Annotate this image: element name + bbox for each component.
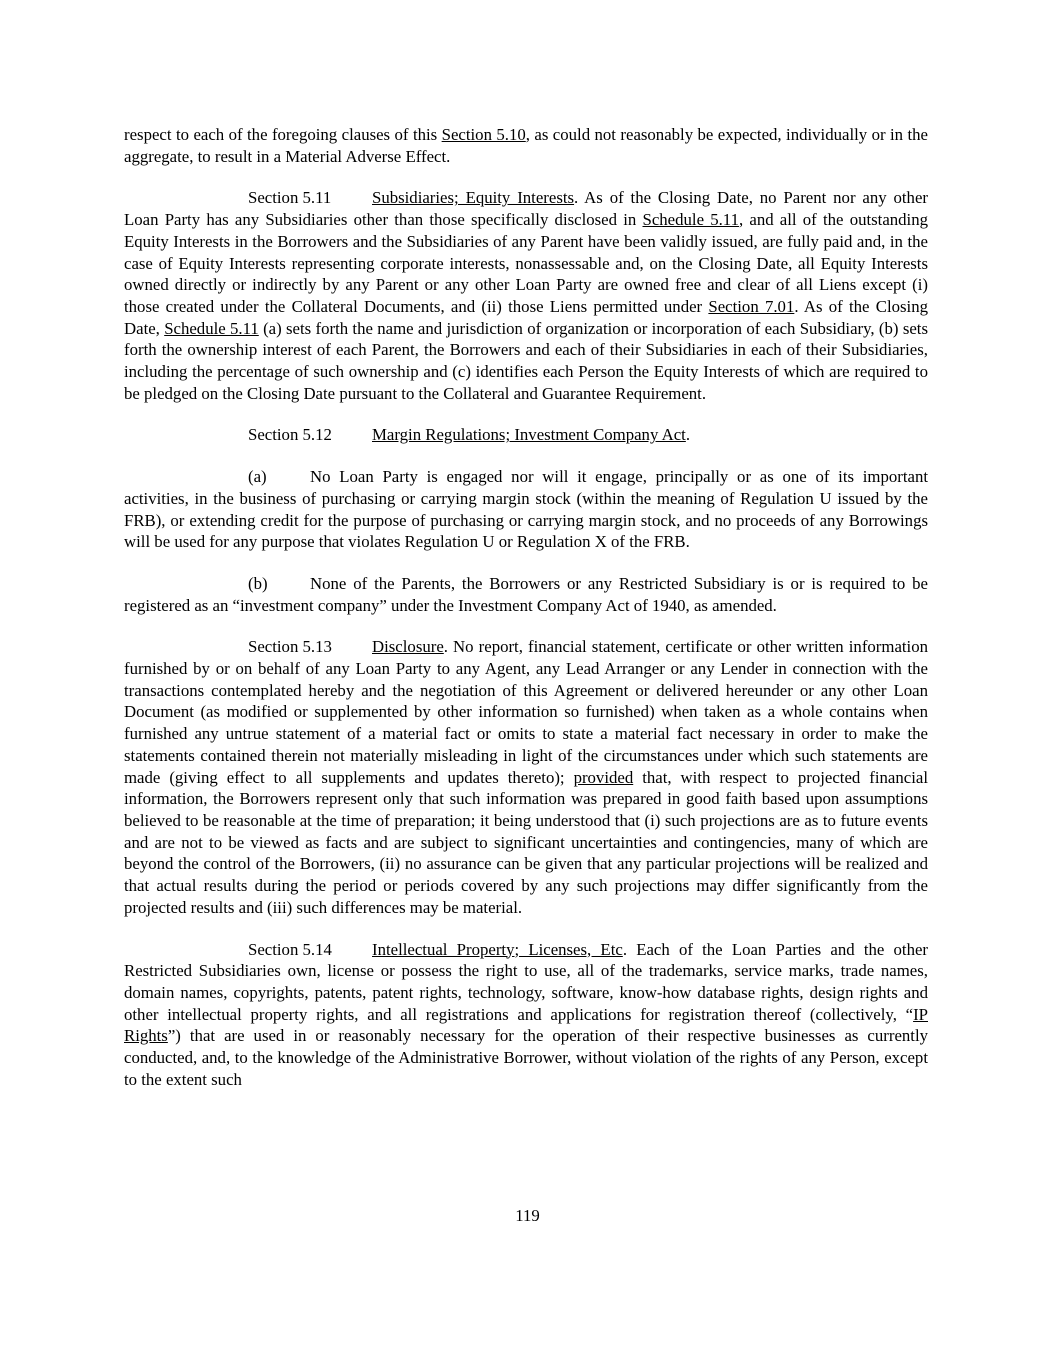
- schedule-reference: Schedule 5.11: [164, 318, 259, 338]
- section-title: Subsidiaries; Equity Interests: [372, 188, 575, 208]
- section-5-13: Section 5.13 Disclosure. No report, financial statement, certificate or other written information furnished by or on behalf of any Loan Party to any Agent, any Lead Arranger or any Lender in connection with the transactions contemplated hereby and the negotiation of this Agreement or delivered hereunder or any other Loan Document (as modified or supplemented by other information so furnished) when taken as a whole contains when furnished any untrue statement of a material fact or omits to state a material fact necessary in order to make the statements contained therein not materially misleading in light of the circumstances under which such statements are made (giving effect to all supplements and updates thereto); provided that, with respect to projected financial information, the Borrowers represent only that such information was prepared in good faith based upon assumptions believed to be reasonable at the time of preparation; it being understood that (i) such projections are as to future events and are not to be viewed as facts and are subject to significant uncertainties and contingencies, many of which are beyond the control of the Borrowers, (ii) no assurance can be given that any particular projections will be realized and that actual results during the period or periods covered by any such projections may differ significantly from the projected results and (iii) such differences may be material.: [124, 637, 928, 917]
- paragraph-continuation: respect to each of the foregoing clauses of this Section 5.10, as could not reasonably be expected, individually or in the aggregate, to result in a Material Adverse Effect.: [124, 125, 928, 166]
- section-title: Intellectual Property; Licenses, Etc: [372, 939, 623, 959]
- section-number: Section 5.14: [248, 939, 332, 959]
- section-reference: Section 5.10: [441, 125, 526, 144]
- clause-label: (b): [248, 573, 268, 593]
- section-5-12-heading: Section 5.12 Margin Regulations; Investment Company Act.: [248, 425, 691, 445]
- section-5-14: Section 5.14 Intellectual Property; Licenses, Etc. Each of the Loan Parties and the other Restricted Subsidiaries own, license or possess the right to use, all of the trademarks, service marks, trade names, domain names, copyrights, patents, patent rights, technology, software, know-how database rights, design rights and other intellectual property rights, and all registrations and applications for registration thereof (collectively, “IP Rights”) that are used in or reasonably necessary for the operation of their respective businesses as currently conducted, and, to the knowledge of the Administrative Borrower, without violation of the rights of any Person, except to the extent such: [124, 939, 928, 1089]
- document-body: [124, 124, 928, 1110]
- section-number: Section 5.13: [248, 637, 332, 657]
- defined-term: IP Rights: [124, 1004, 928, 1046]
- schedule-reference: Schedule 5.11: [642, 210, 739, 230]
- page-number: 119: [515, 1206, 540, 1225]
- section-number: Section 5.11: [248, 188, 332, 208]
- section-5-12-b: (b) None of the Parents, the Borrowers or any Restricted Subsidiary is or is required to be registered as an “investment company” under the Investment Company Act of 1940, as amended.: [124, 573, 928, 615]
- section-title: Margin Regulations; Investment Company Act: [372, 425, 686, 445]
- section-5-12-a: (a) No Loan Party is engaged nor will it engage, principally or as one of its important activities, in the business of purchasing or carrying margin stock (within the meaning of Regulation U issued by the FRB), or extending credit for the purpose of purchasing or carrying margin stock, and no proceeds of any Borrowings will be used for any purpose that violates Regulation U or Regulation X of the FRB.: [124, 467, 928, 552]
- section-title: Disclosure: [372, 637, 444, 657]
- clause-label: (a): [248, 467, 267, 487]
- provided-term: provided: [573, 767, 634, 787]
- section-5-11: Section 5.11 Subsidiaries; Equity Interests. As of the Closing Date, no Parent nor any other Loan Party has any Subsidiaries other than those specifically disclosed in Schedule 5.11, and all of the outstanding Equity Interests in the Borrowers and the Subsidiaries of any Parent have been validly issued, are fully paid and, in the case of Equity Interests representing corporate interests, nonassessable and, on the Closing Date, all Equity Interests owned directly or indirectly by any Parent or any other Loan Party are owned free and clear of all Liens except (i) those created under the Collateral Documents, and (ii) those Liens permitted under Section 7.01. As of the Closing Date, Schedule 5.11 (a) sets forth the name and jurisdiction of organization or incorporation of each Subsidiary, (b) sets forth the ownership interest of each Parent, the Borrowers and each of their Subsidiaries in each of their Subsidiaries, including the percentage of such ownership and (c) identifies each Person the Equity Interests of which are required to be pledged on the Closing Date pursuant to the Collateral and Guarantee Requirement.: [124, 188, 929, 403]
- section-reference: Section 7.01: [708, 296, 795, 316]
- section-number: Section 5.12: [248, 425, 332, 445]
